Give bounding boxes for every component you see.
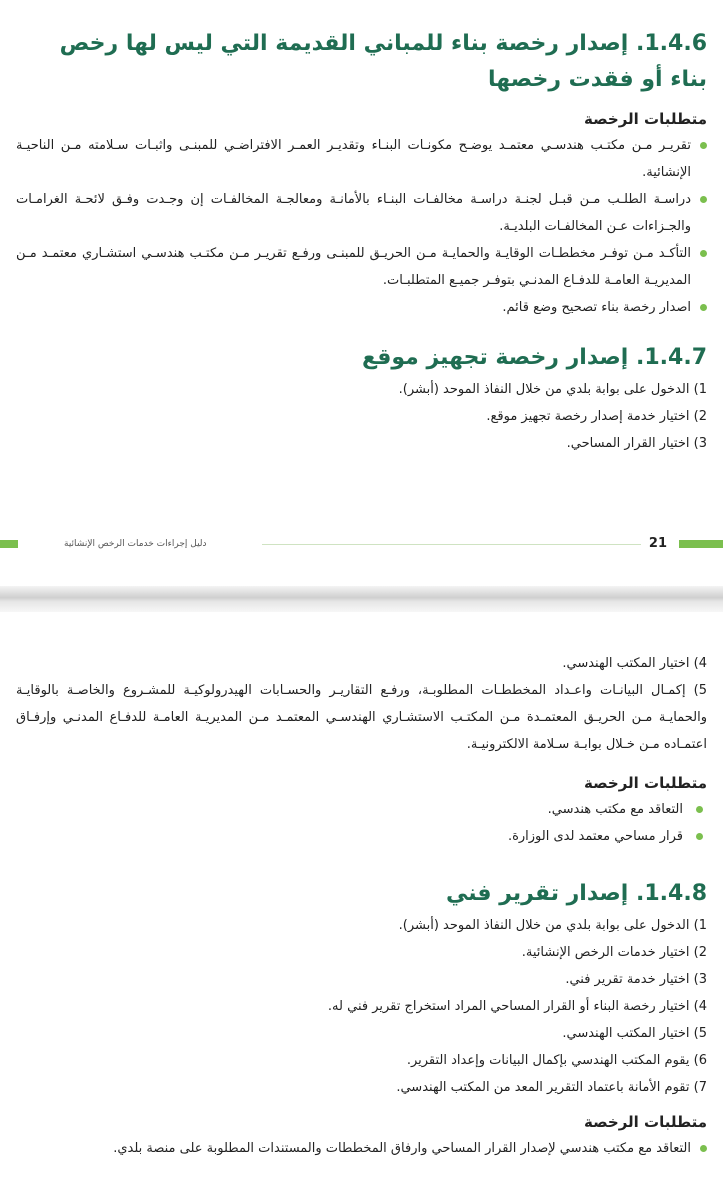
section-1-4-8 xyxy=(16,876,707,1162)
list-item: التأكـد مـن توفـر مخططـات الوقايـة والحمايـة مـن الحريـق للمبنـى ورفـع تقريـر مـن مكتـب هندسـي استشـاري معتمـد مـن المديريـة العامـة للدفـاع المدنـي بتوفـر جميـع المتطلبـات. xyxy=(16,240,707,294)
footer-accent-bar xyxy=(679,540,723,548)
list-item: دراسـة الطلـب مـن قبـل لجنـة دراسـة مخالفـات البنـاء بالأمانـة ومعالجـة المخالفـات إن وجـدت وفـق لائحـة الغرامـات والجـزاءات عـن المخالفـات البلديـة. xyxy=(16,186,707,240)
list-item: تقريـر مـن مكتـب هندسـي معتمـد يوضـح مكونـات البنـاء وتقديـر العمـر الافتراضـي للمبنـى واثبـات سـلامته مـن الناحيـة الإنشائية. xyxy=(16,132,707,186)
step-item: 2) اختيار خدمات الرخص الإنشائية. xyxy=(521,945,707,960)
requirements-list xyxy=(16,796,707,850)
step-item: 5) إكمـال البيانـات واعـداد المخططـات المطلوبـة، ورفـع التقاريـر والحسـابات الهيدرولوكيـة للمشـروع والخاصـة بالوقايـة والحمايـة مـن الحريـق المعتمـدة مـن المكتـب الاستشـاري الهندسـي المعتمـد مـن المديريـة العامـة للدفـاع المدنـي وإرفـاق اعتمـاده مـن خـلال بوابـة سـلامة الالكترونيـة. xyxy=(16,683,707,752)
section-1-4-7-continued xyxy=(16,650,707,850)
step-item: 4) اختيار رخصة البناء أو القرار المساحي المراد استخراج تقرير فني له. xyxy=(327,999,707,1014)
list-item: التعاقد مع مكتب هندسي لإصدار القرار المساحي وارفاق المخططات والمستندات المطلوبة على منصة بلدي. xyxy=(16,1135,707,1162)
document-page-21 xyxy=(0,0,723,586)
steps-list xyxy=(16,376,707,457)
step-item: 2) اختيار خدمة إصدار رخصة تجهيز موقع. xyxy=(486,409,707,424)
step-item: 1) الدخول على بوابة بلدي من خلال النفاذ الموحد (أبشر). xyxy=(398,382,707,397)
step-item: 7) تقوم الأمانة باعتماد التقرير المعد من المكتب الهندسي. xyxy=(396,1080,707,1095)
step-item: 4) اختيار المكتب الهندسي. xyxy=(562,656,707,671)
list-item: قرار مساحي معتمد لدى الوزارة. xyxy=(16,823,707,850)
list-item: التعاقد مع مكتب هندسي. xyxy=(16,796,707,823)
page-footer xyxy=(0,534,723,554)
footer-accent-bar xyxy=(0,540,18,548)
section-heading: 1.4.7. إصدار رخصة تجهيز موقع xyxy=(361,345,707,370)
requirements-title: متطلبات الرخصة xyxy=(584,774,707,792)
step-item: 3) اختيار القرار المساحي. xyxy=(566,436,707,451)
requirements-list xyxy=(16,1135,707,1162)
steps-list xyxy=(16,650,707,758)
list-item: اصدار رخصة بناء تصحيح وضع قائم. xyxy=(16,294,707,321)
step-item: 6) يقوم المكتب الهندسي بإكمال البيانات وإعداد التقرير. xyxy=(406,1053,707,1068)
step-item: 3) اختيار خدمة تقرير فني. xyxy=(565,972,707,987)
requirements-title: متطلبات الرخصة xyxy=(584,1113,707,1131)
step-item: 5) اختيار المكتب الهندسي. xyxy=(562,1026,707,1041)
steps-list xyxy=(16,912,707,1101)
section-heading: 1.4.8. إصدار تقرير فني xyxy=(445,881,707,906)
requirements-list xyxy=(16,132,707,321)
footer-rule xyxy=(262,544,641,545)
document-page-22 xyxy=(0,612,723,1200)
step-item: 1) الدخول على بوابة بلدي من خلال النفاذ الموحد (أبشر). xyxy=(398,918,707,933)
requirements-title: متطلبات الرخصة xyxy=(584,110,707,128)
footer-doc-title: دليل إجراءات خدمات الرخص الإنشائية xyxy=(64,539,207,549)
page-number: 21 xyxy=(648,536,667,551)
section-1-4-6 xyxy=(16,26,707,321)
section-heading: 1.4.6. إصدار رخصة بناء للمباني القديمة التي ليس لها رخص بناء أو فقدت رخصها xyxy=(59,31,707,92)
page-separator xyxy=(0,586,723,612)
section-1-4-7 xyxy=(16,340,707,457)
